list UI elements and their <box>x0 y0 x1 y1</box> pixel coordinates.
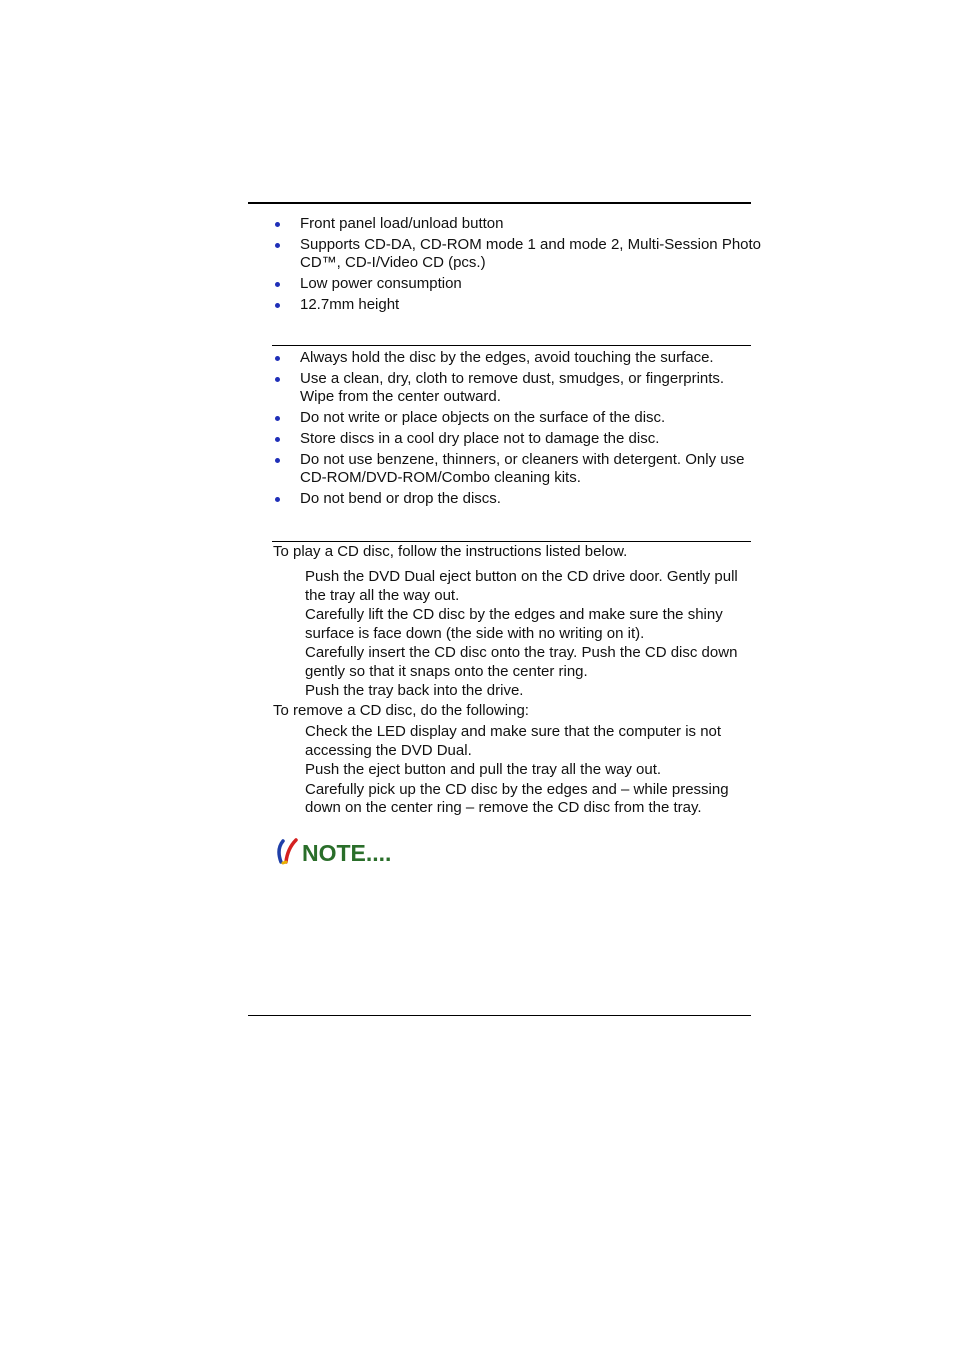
list-item-text: Low power consumption <box>300 275 462 292</box>
list-item-text: Use a clean, dry, cloth to remove dust, smudges, or fingerprints. Wipe from the center outward. <box>300 370 725 405</box>
list-item <box>272 451 762 487</box>
care-list <box>272 349 762 511</box>
list-item: Carefully lift the CD disc by the edges and make sure the shiny surface is face down (the side with no writing on it). <box>305 606 723 642</box>
note-label: NOTE.... <box>302 840 392 866</box>
list-item-text: Front panel load/unload button <box>300 215 504 232</box>
list-item: Push the DVD Dual eject button on the CD drive door. Gently pull the tray all the way out. <box>305 568 738 604</box>
bullet-icon <box>275 458 280 463</box>
list-item <box>272 275 762 293</box>
bullet-icon <box>275 282 280 287</box>
list-item: Check the LED display and make sure that the computer is not accessing the DVD Dual. <box>305 723 722 759</box>
bullet-icon <box>275 416 280 421</box>
section-rule-care <box>272 345 751 346</box>
list-item-text: Supports CD-DA, CD-ROM mode 1 and mode 2, Multi-Session Photo CD™, CD-I/Video CD (pcs.) <box>300 236 762 271</box>
list-item <box>272 215 762 233</box>
list-item <box>272 370 762 406</box>
list-item <box>272 349 762 367</box>
list-item-text: Store discs in a cool dry place not to damage the disc. <box>300 430 660 447</box>
list-item: Push the eject button and pull the tray all the way out. <box>305 761 662 778</box>
list-item <box>272 430 762 448</box>
section-rule-play <box>272 541 751 542</box>
remove-steps <box>305 723 755 819</box>
list-item-text: Do not bend or drop the discs. <box>300 490 501 507</box>
bullet-icon <box>275 377 280 382</box>
list-item: Push the tray back into the drive. <box>305 682 524 699</box>
play-intro: To play a CD disc, follow the instructions listed below. <box>273 543 628 560</box>
list-item-text: Do not use benzene, thinners, or cleaners with detergent. Only use CD-ROM/DVD-ROM/Combo cleaning kits. <box>300 451 745 486</box>
bottom-rule <box>248 1015 751 1016</box>
list-item <box>272 296 762 314</box>
list-item <box>272 490 762 508</box>
bullet-icon <box>275 356 280 361</box>
list-item-text: 12.7mm height <box>300 296 400 313</box>
list-item-text: Always hold the disc by the edges, avoid touching the surface. <box>300 349 714 366</box>
play-steps <box>305 568 755 702</box>
remove-intro: To remove a CD disc, do the following: <box>273 702 529 719</box>
note-icon <box>275 838 410 866</box>
list-item: Carefully insert the CD disc onto the tray. Push the CD disc down gently so that it snaps onto the center ring. <box>305 644 738 680</box>
bullet-icon <box>275 222 280 227</box>
bullet-icon <box>275 303 280 308</box>
list-item <box>272 409 762 427</box>
bullet-icon <box>275 437 280 442</box>
bullet-icon <box>275 497 280 502</box>
list-item <box>272 236 762 272</box>
list-item-text: Do not write or place objects on the surface of the disc. <box>300 409 666 426</box>
bullet-icon <box>275 243 280 248</box>
list-item: Carefully pick up the CD disc by the edges and – while pressing down on the center ring – remove the CD disc from the tray. <box>305 780 729 816</box>
features-list <box>272 215 762 317</box>
top-rule <box>248 202 751 204</box>
